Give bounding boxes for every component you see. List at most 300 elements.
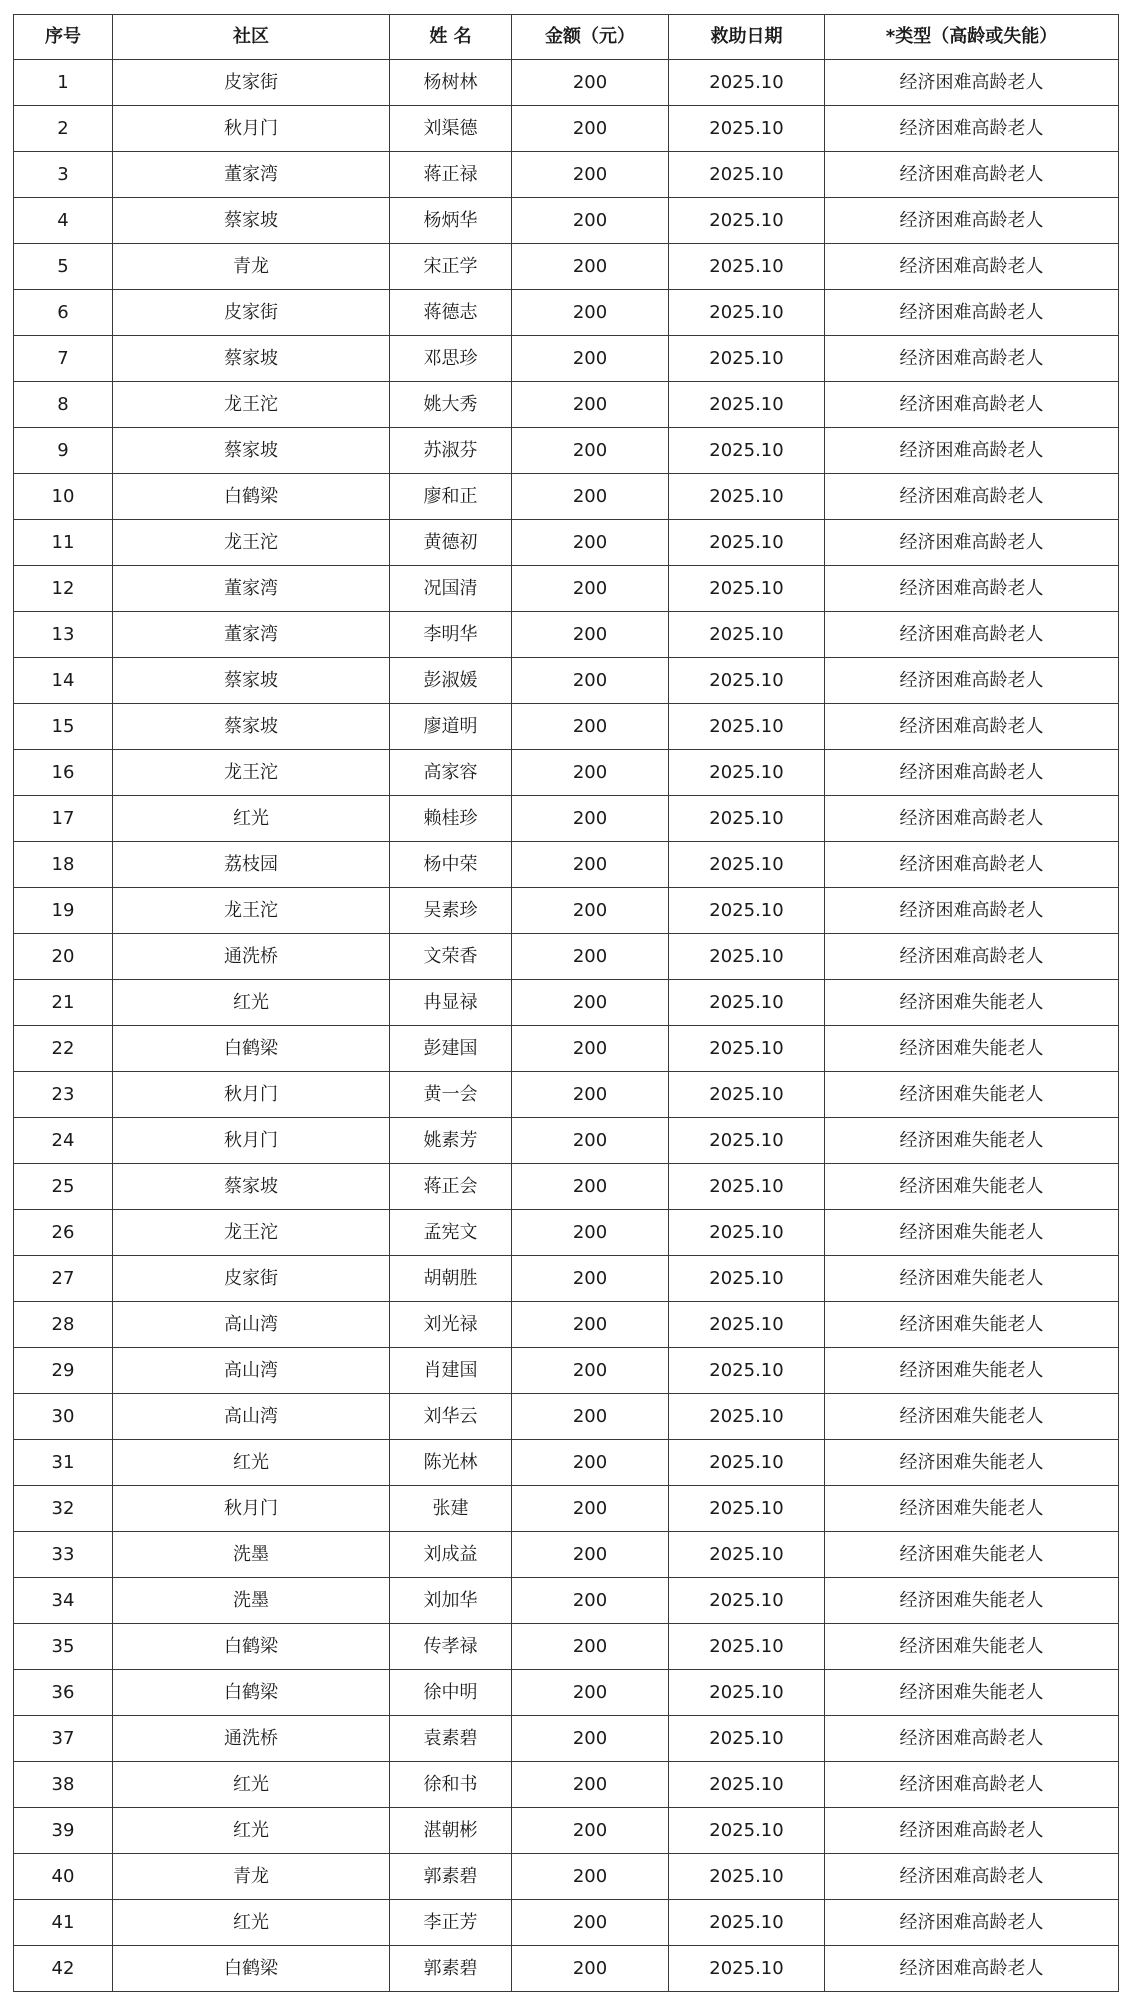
cell-community: 秋月门 bbox=[113, 1072, 390, 1118]
cell-community: 董家湾 bbox=[113, 152, 390, 198]
cell-name: 徐和书 bbox=[390, 1762, 512, 1808]
cell-name: 张建 bbox=[390, 1486, 512, 1532]
cell-name: 李明华 bbox=[390, 612, 512, 658]
cell-date: 2025.10 bbox=[669, 1946, 825, 1992]
table-row bbox=[14, 1440, 1119, 1486]
cell-date: 2025.10 bbox=[669, 658, 825, 704]
cell-index: 10 bbox=[14, 474, 113, 520]
cell-type: 经济困难高龄老人 bbox=[825, 474, 1119, 520]
cell-name: 刘光禄 bbox=[390, 1302, 512, 1348]
table-row bbox=[14, 1118, 1119, 1164]
cell-index: 39 bbox=[14, 1808, 113, 1854]
cell-type: 经济困难失能老人 bbox=[825, 1026, 1119, 1072]
cell-type: 经济困难高龄老人 bbox=[825, 934, 1119, 980]
table-row bbox=[14, 382, 1119, 428]
cell-community: 红光 bbox=[113, 1900, 390, 1946]
cell-date: 2025.10 bbox=[669, 336, 825, 382]
table-row bbox=[14, 244, 1119, 290]
header-amount: 金额（元） bbox=[512, 15, 669, 60]
table-row bbox=[14, 1670, 1119, 1716]
cell-date: 2025.10 bbox=[669, 1762, 825, 1808]
cell-name: 杨炳华 bbox=[390, 198, 512, 244]
table-row bbox=[14, 704, 1119, 750]
cell-community: 红光 bbox=[113, 1762, 390, 1808]
cell-date: 2025.10 bbox=[669, 1486, 825, 1532]
cell-date: 2025.10 bbox=[669, 1716, 825, 1762]
cell-index: 28 bbox=[14, 1302, 113, 1348]
cell-index: 11 bbox=[14, 520, 113, 566]
cell-index: 12 bbox=[14, 566, 113, 612]
table-row bbox=[14, 842, 1119, 888]
cell-index: 40 bbox=[14, 1854, 113, 1900]
cell-amount: 200 bbox=[512, 1624, 669, 1670]
table-row bbox=[14, 796, 1119, 842]
cell-type: 经济困难高龄老人 bbox=[825, 796, 1119, 842]
table-row bbox=[14, 888, 1119, 934]
header-community: 社区 bbox=[113, 15, 390, 60]
cell-index: 20 bbox=[14, 934, 113, 980]
cell-index: 7 bbox=[14, 336, 113, 382]
cell-name: 肖建国 bbox=[390, 1348, 512, 1394]
cell-date: 2025.10 bbox=[669, 1072, 825, 1118]
cell-date: 2025.10 bbox=[669, 1854, 825, 1900]
cell-index: 29 bbox=[14, 1348, 113, 1394]
cell-date: 2025.10 bbox=[669, 382, 825, 428]
table-row bbox=[14, 336, 1119, 382]
cell-index: 21 bbox=[14, 980, 113, 1026]
cell-index: 16 bbox=[14, 750, 113, 796]
cell-community: 蔡家坡 bbox=[113, 428, 390, 474]
cell-community: 红光 bbox=[113, 980, 390, 1026]
cell-community: 青龙 bbox=[113, 1854, 390, 1900]
header-type: *类型（高龄或失能） bbox=[825, 15, 1119, 60]
cell-date: 2025.10 bbox=[669, 60, 825, 106]
cell-index: 41 bbox=[14, 1900, 113, 1946]
cell-community: 白鹤梁 bbox=[113, 1670, 390, 1716]
table-row bbox=[14, 152, 1119, 198]
cell-community: 蔡家坡 bbox=[113, 1164, 390, 1210]
cell-name: 况国清 bbox=[390, 566, 512, 612]
cell-amount: 200 bbox=[512, 612, 669, 658]
cell-community: 白鹤梁 bbox=[113, 1026, 390, 1072]
cell-type: 经济困难高龄老人 bbox=[825, 750, 1119, 796]
table-row bbox=[14, 612, 1119, 658]
cell-community: 蔡家坡 bbox=[113, 198, 390, 244]
cell-amount: 200 bbox=[512, 842, 669, 888]
cell-name: 刘渠德 bbox=[390, 106, 512, 152]
cell-name: 孟宪文 bbox=[390, 1210, 512, 1256]
table-row bbox=[14, 1072, 1119, 1118]
table-row bbox=[14, 1486, 1119, 1532]
cell-index: 6 bbox=[14, 290, 113, 336]
cell-amount: 200 bbox=[512, 60, 669, 106]
cell-index: 22 bbox=[14, 1026, 113, 1072]
cell-type: 经济困难高龄老人 bbox=[825, 106, 1119, 152]
table-row bbox=[14, 1808, 1119, 1854]
table-row bbox=[14, 980, 1119, 1026]
cell-community: 白鹤梁 bbox=[113, 1946, 390, 1992]
cell-type: 经济困难失能老人 bbox=[825, 980, 1119, 1026]
cell-index: 38 bbox=[14, 1762, 113, 1808]
cell-type: 经济困难高龄老人 bbox=[825, 612, 1119, 658]
cell-index: 34 bbox=[14, 1578, 113, 1624]
cell-community: 高山湾 bbox=[113, 1394, 390, 1440]
cell-name: 蒋正会 bbox=[390, 1164, 512, 1210]
table-row bbox=[14, 566, 1119, 612]
cell-amount: 200 bbox=[512, 796, 669, 842]
cell-name: 李正芳 bbox=[390, 1900, 512, 1946]
table-body bbox=[14, 60, 1119, 1992]
cell-index: 26 bbox=[14, 1210, 113, 1256]
cell-name: 刘华云 bbox=[390, 1394, 512, 1440]
cell-name: 陈光林 bbox=[390, 1440, 512, 1486]
cell-date: 2025.10 bbox=[669, 1256, 825, 1302]
cell-date: 2025.10 bbox=[669, 1532, 825, 1578]
cell-name: 蒋正禄 bbox=[390, 152, 512, 198]
cell-community: 蔡家坡 bbox=[113, 658, 390, 704]
cell-index: 9 bbox=[14, 428, 113, 474]
cell-name: 廖道明 bbox=[390, 704, 512, 750]
cell-name: 姚素芳 bbox=[390, 1118, 512, 1164]
cell-community: 通洗桥 bbox=[113, 934, 390, 980]
cell-type: 经济困难高龄老人 bbox=[825, 1900, 1119, 1946]
cell-amount: 200 bbox=[512, 336, 669, 382]
table-row bbox=[14, 520, 1119, 566]
cell-index: 27 bbox=[14, 1256, 113, 1302]
cell-community: 皮家街 bbox=[113, 60, 390, 106]
cell-amount: 200 bbox=[512, 704, 669, 750]
table-row bbox=[14, 198, 1119, 244]
cell-name: 文荣香 bbox=[390, 934, 512, 980]
cell-date: 2025.10 bbox=[669, 1624, 825, 1670]
cell-date: 2025.10 bbox=[669, 1578, 825, 1624]
cell-amount: 200 bbox=[512, 1072, 669, 1118]
table-row bbox=[14, 1256, 1119, 1302]
cell-type: 经济困难失能老人 bbox=[825, 1394, 1119, 1440]
cell-amount: 200 bbox=[512, 888, 669, 934]
cell-amount: 200 bbox=[512, 1854, 669, 1900]
cell-date: 2025.10 bbox=[669, 1440, 825, 1486]
cell-type: 经济困难高龄老人 bbox=[825, 658, 1119, 704]
cell-community: 龙王沱 bbox=[113, 520, 390, 566]
cell-type: 经济困难失能老人 bbox=[825, 1164, 1119, 1210]
table-row bbox=[14, 290, 1119, 336]
cell-date: 2025.10 bbox=[669, 612, 825, 658]
cell-name: 冉显禄 bbox=[390, 980, 512, 1026]
cell-type: 经济困难高龄老人 bbox=[825, 566, 1119, 612]
cell-name: 吴素珍 bbox=[390, 888, 512, 934]
cell-index: 8 bbox=[14, 382, 113, 428]
cell-index: 37 bbox=[14, 1716, 113, 1762]
cell-name: 传孝禄 bbox=[390, 1624, 512, 1670]
cell-date: 2025.10 bbox=[669, 152, 825, 198]
cell-community: 高山湾 bbox=[113, 1348, 390, 1394]
cell-community: 洗墨 bbox=[113, 1578, 390, 1624]
cell-name: 袁素碧 bbox=[390, 1716, 512, 1762]
cell-name: 刘成益 bbox=[390, 1532, 512, 1578]
relief-table bbox=[13, 14, 1119, 1992]
cell-index: 42 bbox=[14, 1946, 113, 1992]
cell-amount: 200 bbox=[512, 1348, 669, 1394]
cell-community: 红光 bbox=[113, 1440, 390, 1486]
cell-name: 湛朝彬 bbox=[390, 1808, 512, 1854]
cell-date: 2025.10 bbox=[669, 290, 825, 336]
table-row bbox=[14, 474, 1119, 520]
cell-name: 黄德初 bbox=[390, 520, 512, 566]
cell-type: 经济困难失能老人 bbox=[825, 1256, 1119, 1302]
cell-index: 31 bbox=[14, 1440, 113, 1486]
header-date: 救助日期 bbox=[669, 15, 825, 60]
cell-type: 经济困难失能老人 bbox=[825, 1072, 1119, 1118]
cell-community: 秋月门 bbox=[113, 1118, 390, 1164]
cell-name: 胡朝胜 bbox=[390, 1256, 512, 1302]
table-row bbox=[14, 428, 1119, 474]
cell-community: 红光 bbox=[113, 1808, 390, 1854]
cell-amount: 200 bbox=[512, 1256, 669, 1302]
header-row bbox=[14, 15, 1119, 60]
table-row bbox=[14, 1026, 1119, 1072]
cell-community: 白鹤梁 bbox=[113, 474, 390, 520]
cell-amount: 200 bbox=[512, 1716, 669, 1762]
table-row bbox=[14, 934, 1119, 980]
table-row bbox=[14, 1578, 1119, 1624]
header-index: 序号 bbox=[14, 15, 113, 60]
cell-community: 董家湾 bbox=[113, 566, 390, 612]
cell-date: 2025.10 bbox=[669, 888, 825, 934]
cell-amount: 200 bbox=[512, 1532, 669, 1578]
cell-type: 经济困难高龄老人 bbox=[825, 1854, 1119, 1900]
cell-date: 2025.10 bbox=[669, 1026, 825, 1072]
cell-date: 2025.10 bbox=[669, 1210, 825, 1256]
cell-type: 经济困难高龄老人 bbox=[825, 290, 1119, 336]
cell-type: 经济困难失能老人 bbox=[825, 1302, 1119, 1348]
cell-type: 经济困难高龄老人 bbox=[825, 842, 1119, 888]
cell-date: 2025.10 bbox=[669, 566, 825, 612]
cell-date: 2025.10 bbox=[669, 244, 825, 290]
cell-index: 32 bbox=[14, 1486, 113, 1532]
cell-type: 经济困难高龄老人 bbox=[825, 428, 1119, 474]
cell-date: 2025.10 bbox=[669, 1118, 825, 1164]
cell-type: 经济困难失能老人 bbox=[825, 1532, 1119, 1578]
cell-community: 青龙 bbox=[113, 244, 390, 290]
cell-amount: 200 bbox=[512, 1946, 669, 1992]
cell-amount: 200 bbox=[512, 198, 669, 244]
cell-amount: 200 bbox=[512, 1440, 669, 1486]
cell-amount: 200 bbox=[512, 1486, 669, 1532]
cell-type: 经济困难高龄老人 bbox=[825, 336, 1119, 382]
table-row bbox=[14, 1302, 1119, 1348]
cell-amount: 200 bbox=[512, 244, 669, 290]
cell-index: 23 bbox=[14, 1072, 113, 1118]
cell-date: 2025.10 bbox=[669, 980, 825, 1026]
cell-amount: 200 bbox=[512, 1302, 669, 1348]
cell-name: 廖和正 bbox=[390, 474, 512, 520]
cell-type: 经济困难高龄老人 bbox=[825, 520, 1119, 566]
cell-name: 高家容 bbox=[390, 750, 512, 796]
cell-name: 彭建国 bbox=[390, 1026, 512, 1072]
cell-amount: 200 bbox=[512, 1670, 669, 1716]
cell-type: 经济困难高龄老人 bbox=[825, 1716, 1119, 1762]
cell-type: 经济困难失能老人 bbox=[825, 1210, 1119, 1256]
table-row bbox=[14, 1900, 1119, 1946]
cell-date: 2025.10 bbox=[669, 796, 825, 842]
cell-amount: 200 bbox=[512, 1394, 669, 1440]
cell-index: 1 bbox=[14, 60, 113, 106]
cell-amount: 200 bbox=[512, 106, 669, 152]
header-name: 姓 名 bbox=[390, 15, 512, 60]
cell-index: 18 bbox=[14, 842, 113, 888]
cell-date: 2025.10 bbox=[669, 474, 825, 520]
table-row bbox=[14, 1762, 1119, 1808]
cell-amount: 200 bbox=[512, 474, 669, 520]
cell-community: 龙王沱 bbox=[113, 750, 390, 796]
cell-index: 17 bbox=[14, 796, 113, 842]
cell-type: 经济困难失能老人 bbox=[825, 1670, 1119, 1716]
cell-index: 36 bbox=[14, 1670, 113, 1716]
cell-amount: 200 bbox=[512, 1762, 669, 1808]
cell-amount: 200 bbox=[512, 566, 669, 612]
cell-name: 蒋德志 bbox=[390, 290, 512, 336]
cell-type: 经济困难高龄老人 bbox=[825, 382, 1119, 428]
cell-name: 杨树林 bbox=[390, 60, 512, 106]
cell-name: 刘加华 bbox=[390, 1578, 512, 1624]
cell-date: 2025.10 bbox=[669, 1900, 825, 1946]
table-row bbox=[14, 106, 1119, 152]
cell-type: 经济困难高龄老人 bbox=[825, 60, 1119, 106]
cell-type: 经济困难失能老人 bbox=[825, 1118, 1119, 1164]
cell-index: 25 bbox=[14, 1164, 113, 1210]
cell-amount: 200 bbox=[512, 152, 669, 198]
table-row bbox=[14, 1532, 1119, 1578]
cell-community: 蔡家坡 bbox=[113, 704, 390, 750]
table-row bbox=[14, 1348, 1119, 1394]
cell-date: 2025.10 bbox=[669, 934, 825, 980]
cell-community: 秋月门 bbox=[113, 1486, 390, 1532]
cell-community: 龙王沱 bbox=[113, 382, 390, 428]
cell-index: 35 bbox=[14, 1624, 113, 1670]
cell-community: 红光 bbox=[113, 796, 390, 842]
cell-type: 经济困难高龄老人 bbox=[825, 1808, 1119, 1854]
cell-date: 2025.10 bbox=[669, 750, 825, 796]
cell-name: 邓思珍 bbox=[390, 336, 512, 382]
cell-index: 24 bbox=[14, 1118, 113, 1164]
cell-amount: 200 bbox=[512, 1578, 669, 1624]
cell-date: 2025.10 bbox=[669, 520, 825, 566]
cell-amount: 200 bbox=[512, 1808, 669, 1854]
cell-community: 荔枝园 bbox=[113, 842, 390, 888]
cell-date: 2025.10 bbox=[669, 842, 825, 888]
cell-type: 经济困难失能老人 bbox=[825, 1624, 1119, 1670]
cell-date: 2025.10 bbox=[669, 428, 825, 474]
cell-type: 经济困难高龄老人 bbox=[825, 152, 1119, 198]
cell-date: 2025.10 bbox=[669, 1348, 825, 1394]
cell-type: 经济困难高龄老人 bbox=[825, 888, 1119, 934]
cell-index: 3 bbox=[14, 152, 113, 198]
cell-index: 15 bbox=[14, 704, 113, 750]
cell-index: 19 bbox=[14, 888, 113, 934]
cell-community: 高山湾 bbox=[113, 1302, 390, 1348]
cell-type: 经济困难高龄老人 bbox=[825, 1762, 1119, 1808]
table-row bbox=[14, 750, 1119, 796]
cell-amount: 200 bbox=[512, 382, 669, 428]
cell-amount: 200 bbox=[512, 1164, 669, 1210]
cell-community: 皮家街 bbox=[113, 290, 390, 336]
cell-type: 经济困难高龄老人 bbox=[825, 244, 1119, 290]
cell-index: 14 bbox=[14, 658, 113, 704]
cell-date: 2025.10 bbox=[669, 704, 825, 750]
cell-amount: 200 bbox=[512, 980, 669, 1026]
cell-community: 龙王沱 bbox=[113, 1210, 390, 1256]
cell-index: 2 bbox=[14, 106, 113, 152]
cell-name: 姚大秀 bbox=[390, 382, 512, 428]
cell-community: 白鹤梁 bbox=[113, 1624, 390, 1670]
cell-date: 2025.10 bbox=[669, 1302, 825, 1348]
cell-amount: 200 bbox=[512, 750, 669, 796]
cell-name: 苏淑芬 bbox=[390, 428, 512, 474]
cell-date: 2025.10 bbox=[669, 1808, 825, 1854]
table-row bbox=[14, 1164, 1119, 1210]
cell-community: 洗墨 bbox=[113, 1532, 390, 1578]
cell-date: 2025.10 bbox=[669, 1394, 825, 1440]
cell-date: 2025.10 bbox=[669, 1670, 825, 1716]
cell-name: 郭素碧 bbox=[390, 1946, 512, 1992]
cell-amount: 200 bbox=[512, 1210, 669, 1256]
cell-type: 经济困难失能老人 bbox=[825, 1578, 1119, 1624]
cell-name: 赖桂珍 bbox=[390, 796, 512, 842]
cell-index: 13 bbox=[14, 612, 113, 658]
cell-amount: 200 bbox=[512, 428, 669, 474]
cell-amount: 200 bbox=[512, 934, 669, 980]
cell-index: 30 bbox=[14, 1394, 113, 1440]
table-row bbox=[14, 658, 1119, 704]
cell-community: 皮家街 bbox=[113, 1256, 390, 1302]
cell-community: 通洗桥 bbox=[113, 1716, 390, 1762]
cell-community: 龙王沱 bbox=[113, 888, 390, 934]
cell-amount: 200 bbox=[512, 1900, 669, 1946]
table-row bbox=[14, 1394, 1119, 1440]
cell-type: 经济困难失能老人 bbox=[825, 1440, 1119, 1486]
cell-index: 4 bbox=[14, 198, 113, 244]
table-row bbox=[14, 1210, 1119, 1256]
cell-name: 彭淑媛 bbox=[390, 658, 512, 704]
cell-type: 经济困难高龄老人 bbox=[825, 704, 1119, 750]
cell-amount: 200 bbox=[512, 520, 669, 566]
cell-name: 徐中明 bbox=[390, 1670, 512, 1716]
cell-amount: 200 bbox=[512, 658, 669, 704]
cell-date: 2025.10 bbox=[669, 1164, 825, 1210]
cell-community: 蔡家坡 bbox=[113, 336, 390, 382]
cell-date: 2025.10 bbox=[669, 106, 825, 152]
cell-amount: 200 bbox=[512, 290, 669, 336]
cell-community: 秋月门 bbox=[113, 106, 390, 152]
table-row bbox=[14, 1854, 1119, 1900]
cell-date: 2025.10 bbox=[669, 198, 825, 244]
table-row bbox=[14, 60, 1119, 106]
cell-index: 5 bbox=[14, 244, 113, 290]
cell-amount: 200 bbox=[512, 1118, 669, 1164]
table-row bbox=[14, 1946, 1119, 1992]
cell-name: 杨中荣 bbox=[390, 842, 512, 888]
cell-type: 经济困难失能老人 bbox=[825, 1486, 1119, 1532]
table-row bbox=[14, 1624, 1119, 1670]
cell-name: 宋正学 bbox=[390, 244, 512, 290]
cell-name: 黄一会 bbox=[390, 1072, 512, 1118]
cell-type: 经济困难失能老人 bbox=[825, 1348, 1119, 1394]
cell-name: 郭素碧 bbox=[390, 1854, 512, 1900]
table-row bbox=[14, 1716, 1119, 1762]
cell-amount: 200 bbox=[512, 1026, 669, 1072]
cell-index: 33 bbox=[14, 1532, 113, 1578]
